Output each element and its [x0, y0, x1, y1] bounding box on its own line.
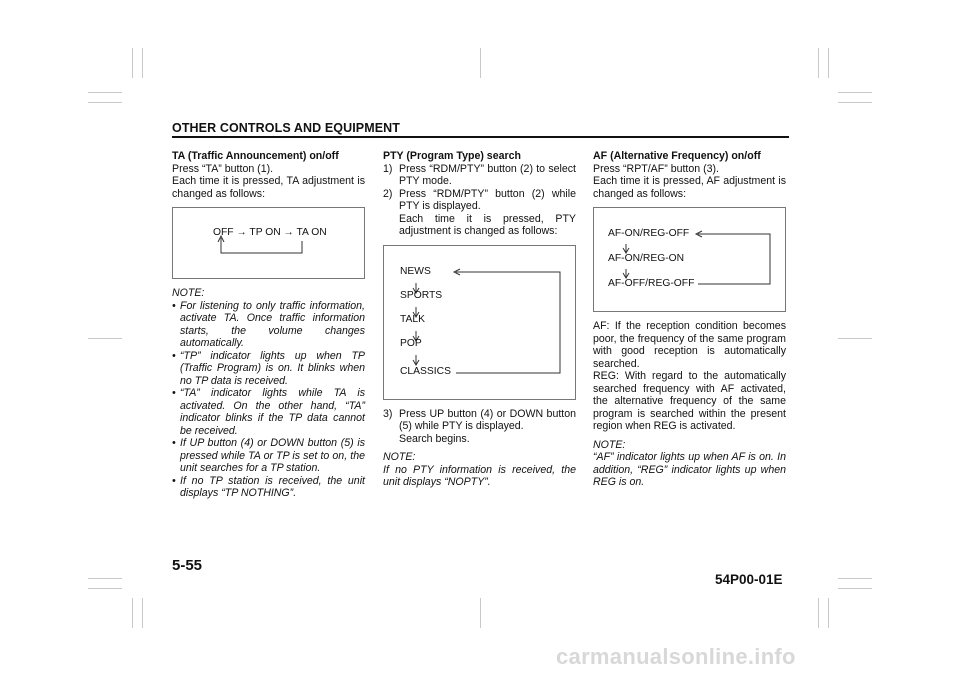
af-cycle-diagram — [593, 207, 786, 312]
pty-note: If no PTY information is received, the unit displays “NOPTY”. — [383, 463, 576, 488]
pty-item-classics: CLASSICS — [400, 365, 451, 377]
note-item: • If no TP station is received, the unit displays “TP NOTHING”. — [172, 474, 365, 499]
af-each-time-text: Each time it is pressed, AF adjustment is changed as follows: — [593, 175, 786, 200]
heading-ta: TA (Traffic Announcement) on/off — [172, 150, 339, 162]
af-item-on-reg-off: AF-ON/REG-OFF — [608, 228, 690, 239]
crop-mark — [88, 102, 122, 103]
note-label: NOTE: — [383, 451, 416, 463]
crop-mark — [818, 598, 819, 628]
note-item: • For listening to only traffic information, activate TA. Once traffic information starts, the volume changes automatically. — [172, 299, 365, 349]
crop-mark — [828, 48, 829, 78]
crop-mark — [838, 102, 872, 103]
crop-mark — [88, 588, 122, 589]
af-note: “AF” indicator lights up when AF is on. In addition, “REG” indicator lights up when REG is on. — [593, 451, 786, 488]
note-item: • “TA” indicator lights while TA is activated. On the other hand, “TA” indicator blinks if the TP data cannot be received. — [172, 387, 365, 437]
crop-mark — [132, 48, 133, 78]
header-rule — [172, 136, 789, 138]
ta-cycle-arrows — [173, 208, 366, 278]
reg-explanation: REG: With regard to the automatically searched frequency with AF activated, the alternative frequency of the same program is searched within the present region when REG is activated. — [593, 370, 786, 432]
af-explanation: AF: If the reception condition becomes poor, the frequency of the same program with good reception is automatically searched. — [593, 320, 786, 370]
note-label: NOTE: — [172, 287, 205, 299]
crop-mark — [838, 578, 872, 579]
note-item: • “TP” indicator lights up when TP (Traffic Program) is on. It blinks when no TP data is received. — [172, 349, 365, 387]
list-item: 1) Press “RDM/PTY” button (2) to select PTY mode. — [383, 162, 576, 187]
heading-af: AF (Alternative Frequency) on/off — [593, 150, 761, 162]
crop-mark — [132, 598, 133, 628]
ta-press-text: Press “TA” button (1). — [172, 162, 274, 175]
af-press-text: Press “RPT/AF” button (3). — [593, 162, 719, 175]
page-number: 5-55 — [172, 557, 203, 574]
ta-cycle-diagram — [172, 207, 365, 279]
ta-each-time-text: Each time it is pressed, TA adjustment is changed as follows: — [172, 175, 365, 200]
pty-cycle-diagram — [383, 245, 576, 400]
list-item: 3) Press UP button (4) or DOWN button (5) while PTY is displayed. Search begins. — [383, 407, 576, 445]
pty-steps-cont — [383, 408, 576, 446]
crop-mark — [818, 48, 819, 78]
document-code: 54P00-01E — [715, 572, 783, 587]
ta-notes — [172, 300, 365, 500]
crop-mark — [142, 48, 143, 78]
watermark: carmanualsonline.info — [556, 644, 796, 669]
pty-item-pop: POP — [400, 337, 422, 349]
note-item: • If UP button (4) or DOWN button (5) is pressed while TA or TP is set to on, the unit searches for a TP station. — [172, 437, 365, 474]
heading-pty: PTY (Program Type) search — [383, 150, 521, 162]
pty-item-sports: SPORTS — [400, 289, 443, 301]
crop-mark — [142, 598, 143, 628]
pty-item-news: NEWS — [400, 265, 431, 277]
crop-mark — [88, 578, 122, 579]
note-label: NOTE: — [593, 438, 626, 451]
column-af — [593, 150, 786, 489]
crop-mark — [828, 598, 829, 628]
crop-mark — [838, 338, 872, 339]
crop-mark — [480, 598, 481, 628]
crop-mark — [88, 338, 122, 339]
af-item-on-reg-on: AF-ON/REG-ON — [608, 253, 685, 264]
section-title: OTHER CONTROLS AND EQUIPMENT — [172, 121, 401, 135]
pty-item-talk: TALK — [400, 313, 425, 325]
list-item: 2) Press “RDM/PTY” button (2) while PTY is displayed. Each time it is pressed, PTY adjustment is changed as follows: — [383, 187, 576, 237]
crop-mark — [88, 92, 122, 93]
column-ta — [172, 150, 365, 500]
crop-mark — [480, 48, 481, 78]
af-item-off-reg-off: AF-OFF/REG-OFF — [608, 278, 695, 289]
ta-cycle-label: OFF → TP ON → TA ON — [213, 227, 327, 238]
crop-mark — [838, 588, 872, 589]
column-pty — [383, 150, 576, 489]
pty-steps — [383, 163, 576, 238]
crop-mark — [838, 92, 872, 93]
